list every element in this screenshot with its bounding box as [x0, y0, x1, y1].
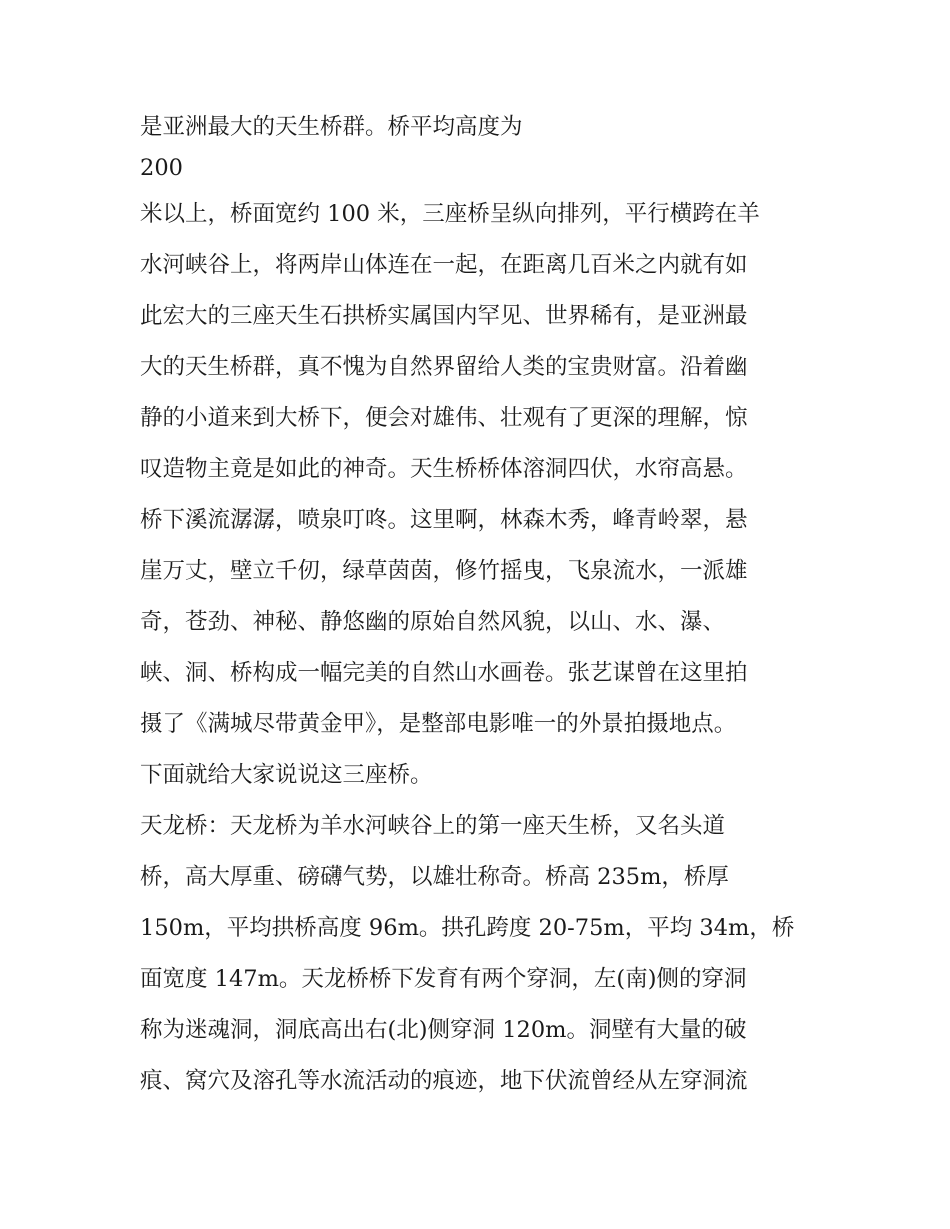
- text-line: 峡、洞、桥构成一幅完美的自然山水画卷。张艺谋曾在这里拍: [140, 660, 748, 686]
- text-line: 面宽度 147m。天龙桥桥下发育有两个穿洞，左(南)侧的穿洞: [140, 966, 747, 992]
- body-text: [140, 107, 820, 1107]
- text-line: 大的天生桥群，真不愧为自然界留给人类的宝贵财富。沿着幽: [140, 354, 748, 380]
- text-line: 米以上，桥面宽约 100 米，三座桥呈纵向排列，平行横跨在羊: [140, 201, 760, 227]
- text-line: 水河峡谷上，将两岸山体连在一起，在距离几百米之内就有如: [140, 252, 748, 278]
- text-line: 奇，苍劲、神秘、静悠幽的原始自然风貌，以山、水、瀑、: [140, 609, 726, 635]
- text-line: 静的小道来到大桥下，便会对雄伟、壮观有了更深的理解，惊: [140, 405, 748, 431]
- text-line: 150m，平均拱桥高度 96m。拱孔跨度 20-75m，平均 34m，桥: [140, 915, 795, 941]
- text-line: 此宏大的三座天生石拱桥实属国内罕见、世界稀有，是亚洲最: [140, 303, 748, 329]
- text-line: 崖万丈，壁立千仞，绿草茵茵，修竹摇曳，飞泉流水，一派雄: [140, 558, 748, 584]
- text-line: 摄了《满城尽带黄金甲》，是整部电影唯一的外景拍摄地点。: [140, 711, 737, 737]
- text-line: 痕、窝穴及溶孔等水流活动的痕迹，地下伏流曾经从左穿洞流: [140, 1068, 748, 1094]
- text-line: 桥下溪流潺潺，喷泉叮咚。这里啊，林森木秀，峰青岭翠，悬: [140, 507, 748, 533]
- text-line: 下面就给大家说说这三座桥。: [140, 762, 433, 788]
- text-line: 称为迷魂洞，洞底高出右(北)侧穿洞 120m。洞壁有大量的破: [140, 1017, 747, 1043]
- text-line: 天龙桥：天龙桥为羊水河峡谷上的第一座天生桥，又名头道: [140, 813, 726, 839]
- text-line: 叹造物主竟是如此的神奇。天生桥桥体溶洞四伏，水帘高悬。: [140, 456, 748, 482]
- text-line: 是亚洲最大的天生桥群。桥平均高度为: [140, 114, 523, 140]
- text-line: 桥，高大厚重、磅礴气势，以雄壮称奇。桥高 235m，桥厚: [140, 864, 729, 890]
- text-line: 200: [140, 155, 183, 181]
